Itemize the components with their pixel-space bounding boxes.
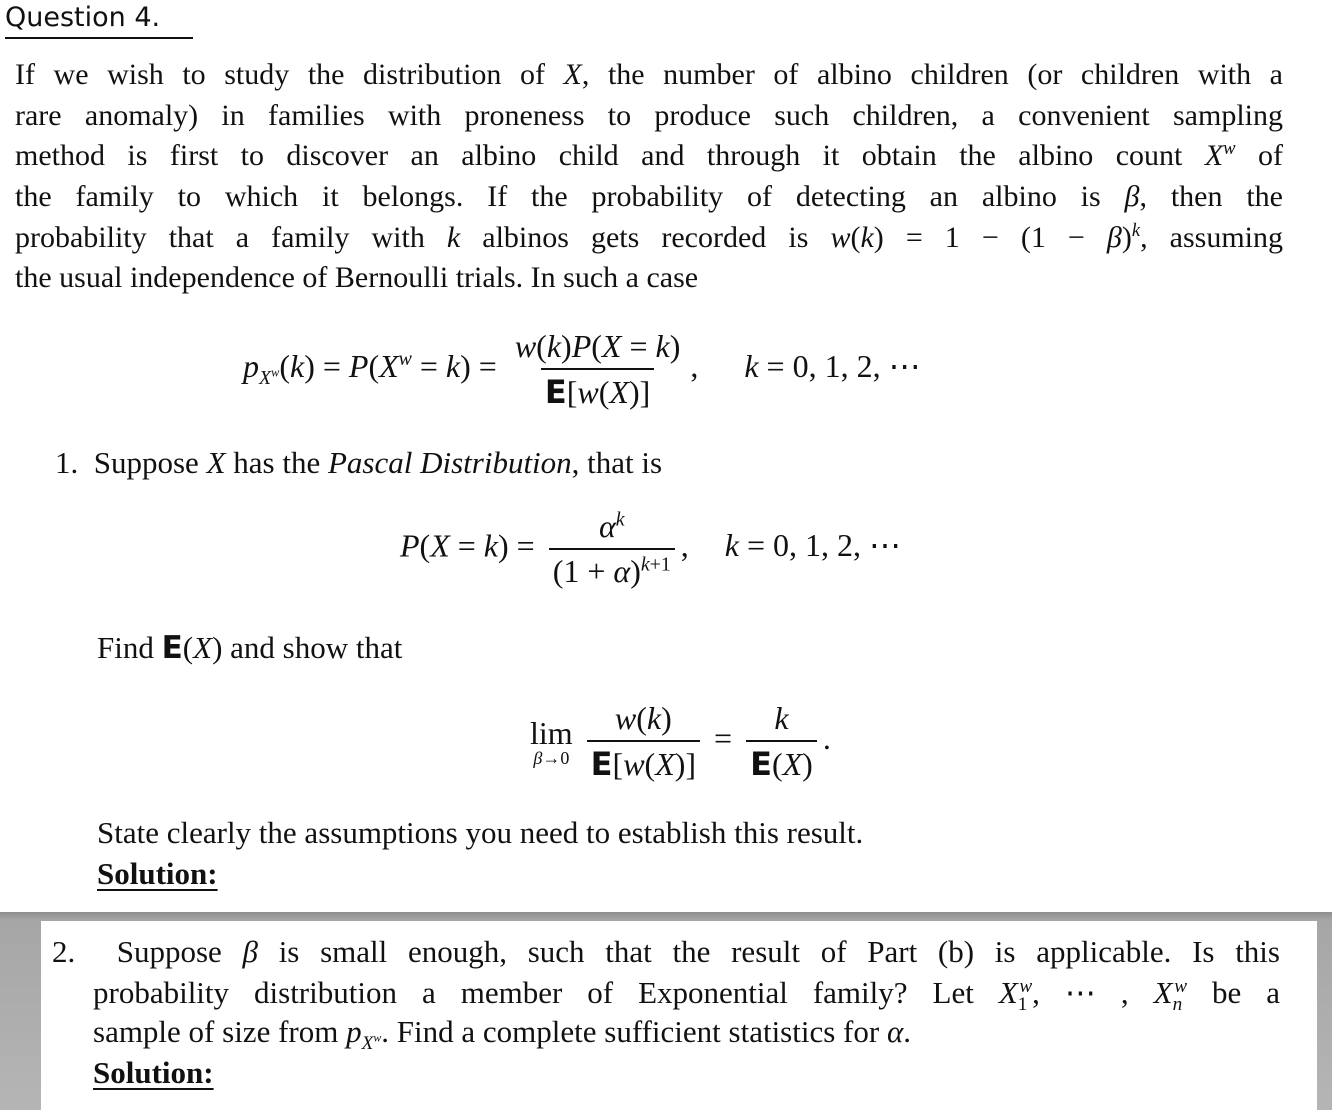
rhs-fraction: $\frac{k}{E(X)}$ — [746, 700, 817, 783]
part2-line: probability distribution a member of Exponential family? Let $X_1^w$, ⋯ , $X_n^w$ be a — [93, 975, 1280, 1016]
pascal-pmf-fraction: $\frac{\alpha^k}{(1 + \alpha)^{k+1}}$ — [549, 508, 675, 590]
part2-line: 2. Suppose β is small enough, such that the result of Part (b) is applicable. Is this — [52, 934, 1280, 969]
intro-line: method is first to discover an albino child and through it obtain the albino count $X^w$ of — [15, 138, 1283, 172]
heading-underline — [5, 37, 193, 39]
solution-label-1: Solution: — [97, 856, 218, 891]
question-heading: Question 4. — [5, 2, 161, 33]
intro-line: rare anomaly) in families with proneness to produce such children, a convenient sampling — [15, 99, 1283, 132]
part1-intro: 1. Suppose X has the Pascal Distribution, that is — [55, 445, 663, 480]
intro-line: probability that a family with k albinos gets recorded is $w(k) = 1 - (1 - \beta)^k$, assuming — [15, 220, 1283, 254]
solution-label-2: Solution: — [93, 1055, 214, 1090]
part2-line: sample of size from $p_{X^w}$. Find a complete sufficient statistics for α. — [93, 1014, 911, 1055]
find-text: Find E(X) and show that — [97, 630, 403, 666]
intro-line: the family to which it belongs. If the probability of detecting an albino is β, then the — [15, 180, 1283, 213]
intro-line: If we wish to study the distribution of X, the number of albino children (or children with a — [15, 58, 1283, 91]
intro-line: the usual independence of Bernoulli trials. In such a case — [15, 261, 699, 294]
equation-main-fraction: $\frac{w(k)P(X = k)}{E[w(X)]}$ — [514, 328, 681, 411]
limit-equation: lim β→0 $\frac{w(k)}{E[w(X)]}$ = $\frac{k}{E(X)}$ . — [530, 700, 831, 783]
limit-fraction: $\frac{w(k)}{E[w(X)]}$ — [587, 700, 700, 783]
assumption-text: State clearly the assumptions you need to establish this result. — [97, 815, 864, 850]
equation-main: $p_{X^w}(k) = P(X^w = k)$ = $\frac{w(k)P(X = k)}{E[w(X)]}$ , k = 0, 1, 2, ⋯ — [243, 328, 921, 411]
pascal-pmf: P(X = k) = $\frac{\alpha^k}{(1 + \alpha)^{k+1}}$ , k = 0, 1, 2, ⋯ — [400, 508, 902, 589]
